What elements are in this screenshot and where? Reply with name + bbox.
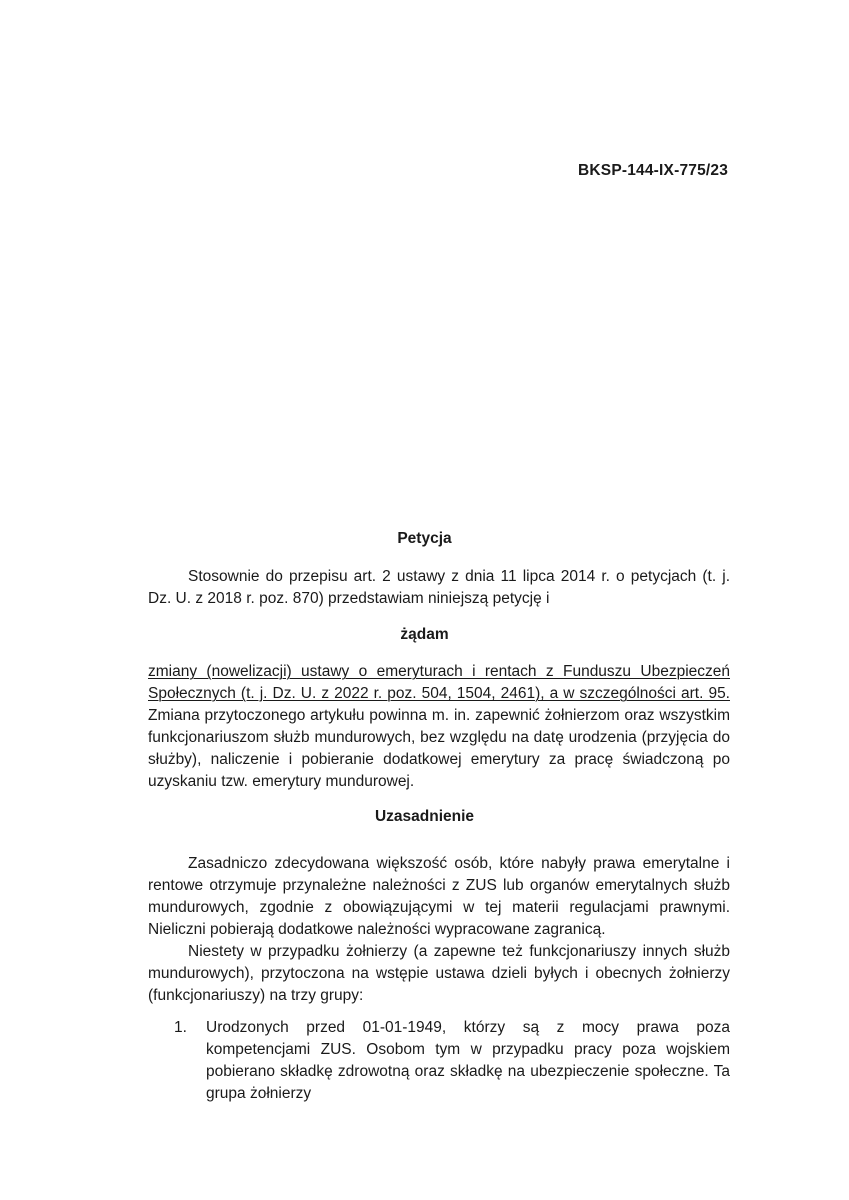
intro-paragraph: Stosownie do przepisu art. 2 ustawy z dnia 11 lipca 2014 r. o petycjach (t. j. Dz. U. z 2018 r. poz. 870) przedstawiam niniejszą petycję i bbox=[148, 568, 730, 607]
demand-underlined-text: zmiany (nowelizacji) ustawy o emeryturach i rentach z Funduszu Ubezpieczeń Społecznych (t. j. Dz. U. z 2022 r. poz. 504, 1504, 2461), a w szczególności art. 95. bbox=[148, 663, 730, 702]
list-item-number: 1. bbox=[174, 1019, 187, 1036]
justification-heading: Uzasadnienie bbox=[374, 808, 475, 825]
demand-rest-text: Zmiana przytoczonego artykułu powinna m. in. zapewnić żołnierzom oraz wszystkim funkcjonariuszom służb mundurowych, bez względu na datę urodzenia (przyjęcia do służby), naliczenie i pobieranie dodatkowej emerytury za pracę świadczoną po uzyskaniu tzw. emerytury mundurowej. bbox=[148, 707, 730, 790]
demand-heading: żądam bbox=[400, 626, 449, 643]
justification-paragraph-2: Niestety w przypadku żołnierzy (a zapewne też funkcjonariuszy innych służb mundurowych), przytoczona na wstępie ustawa dzieli byłych i obecnych żołnierzy (funkcjonariuszy) na trzy grupy: bbox=[148, 943, 730, 1004]
reference-number: BKSP-144-IX-775/23 bbox=[578, 162, 729, 179]
list-item bbox=[148, 1017, 730, 1105]
justification-paragraph-1: Zasadniczo zdecydowana większość osób, które nabyły prawa emerytalne i rentowe otrzymuje przynależne należności z ZUS lub organów emerytalnych służb mundurowych, zgodnie z obowiązującymi w tej materii regulacjami prawnymi. Nieliczni pobierają dodatkowe należności wypracowane zagranicą. bbox=[148, 855, 730, 938]
groups-list bbox=[148, 1017, 730, 1105]
list-item-text: Urodzonych przed 01-01-1949, którzy są z mocy prawa poza kompetencjami ZUS. Osobom tym w przypadku pracy poza wojskiem pobierano składkę zdrowotną oraz składkę na ubezpieczenie społeczne. Ta grupa żołnierzy bbox=[206, 1019, 730, 1102]
demand-paragraph bbox=[148, 661, 730, 793]
document-title: Petycja bbox=[397, 530, 452, 547]
